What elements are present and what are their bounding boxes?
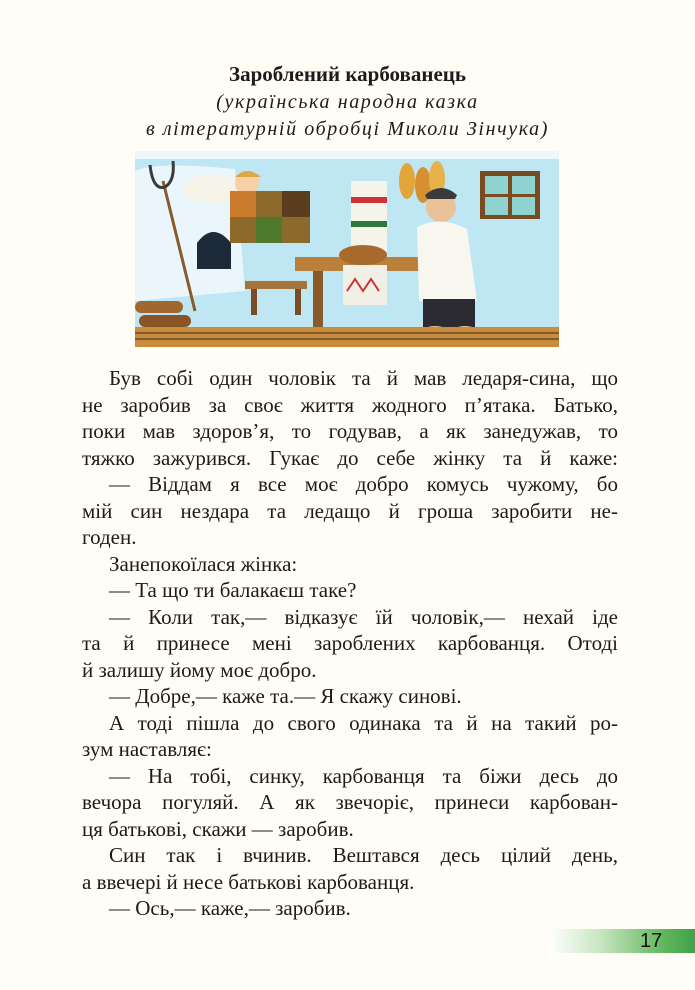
text-line: — Добре,— каже та.— Я скажу синові. [109,684,462,708]
story-subtitle-line-1: (українська народна казка [216,91,479,113]
story-body [82,365,618,922]
text-line: й залишу йому моє добро. [82,657,317,682]
story-subtitle-line-2: в літературній обробці Миколи Зінчука) [145,118,550,140]
story-title: Зароблений карбованець [228,62,467,86]
page-number: 17 [640,930,663,952]
text-line: мій син нездара та ледащо й гроша заробити не- [82,498,618,523]
text-line: А тоді пішла до свого одинака та й на такий ро- [109,710,618,735]
story-illustration [135,151,559,347]
text-line: тяжко зажурився. Гукає до себе жінку та й каже: [82,445,618,470]
text-line: а ввечері й несе батькові карбованця. [82,869,415,894]
text-line: — Віддам я все моє добро комусь чужому, бо [109,472,618,496]
text-line: вечора погуляй. А як звечоріє, принеси карбован- [82,790,618,814]
page-number-bar [549,929,695,953]
floor [135,327,559,347]
text-line: — Та що ти балакаєш таке? [109,578,357,602]
text-line: — Коли так,— відказує їй чоловік,— нехай іде [109,604,618,629]
text-line: та й принесе мені зароблених карбованця. Отоді [82,631,618,655]
text-line: не заробив за своє життя жодного п’ятака. Батько, [82,392,618,417]
text-line: — На тобі, синку, карбованця та біжи десь до [109,763,618,788]
text-line: поки мав здоров’я, то годував, а як занедужав, то [82,419,618,443]
text-line: годен. [82,525,137,549]
text-line: ця батькові, скажи — заробив. [82,816,354,841]
text-line: зум наставляє: [82,737,212,761]
text-line: Занепокоїлася жінка: [109,551,298,576]
text-line: Був собі один чоловік та й мав ледаря-сина, що [109,366,618,390]
bread [339,245,387,265]
text-line: Син так і вчинив. Вештався десь цілий день, [109,843,618,867]
text-line: — Ось,— каже,— заробив. [109,896,351,920]
